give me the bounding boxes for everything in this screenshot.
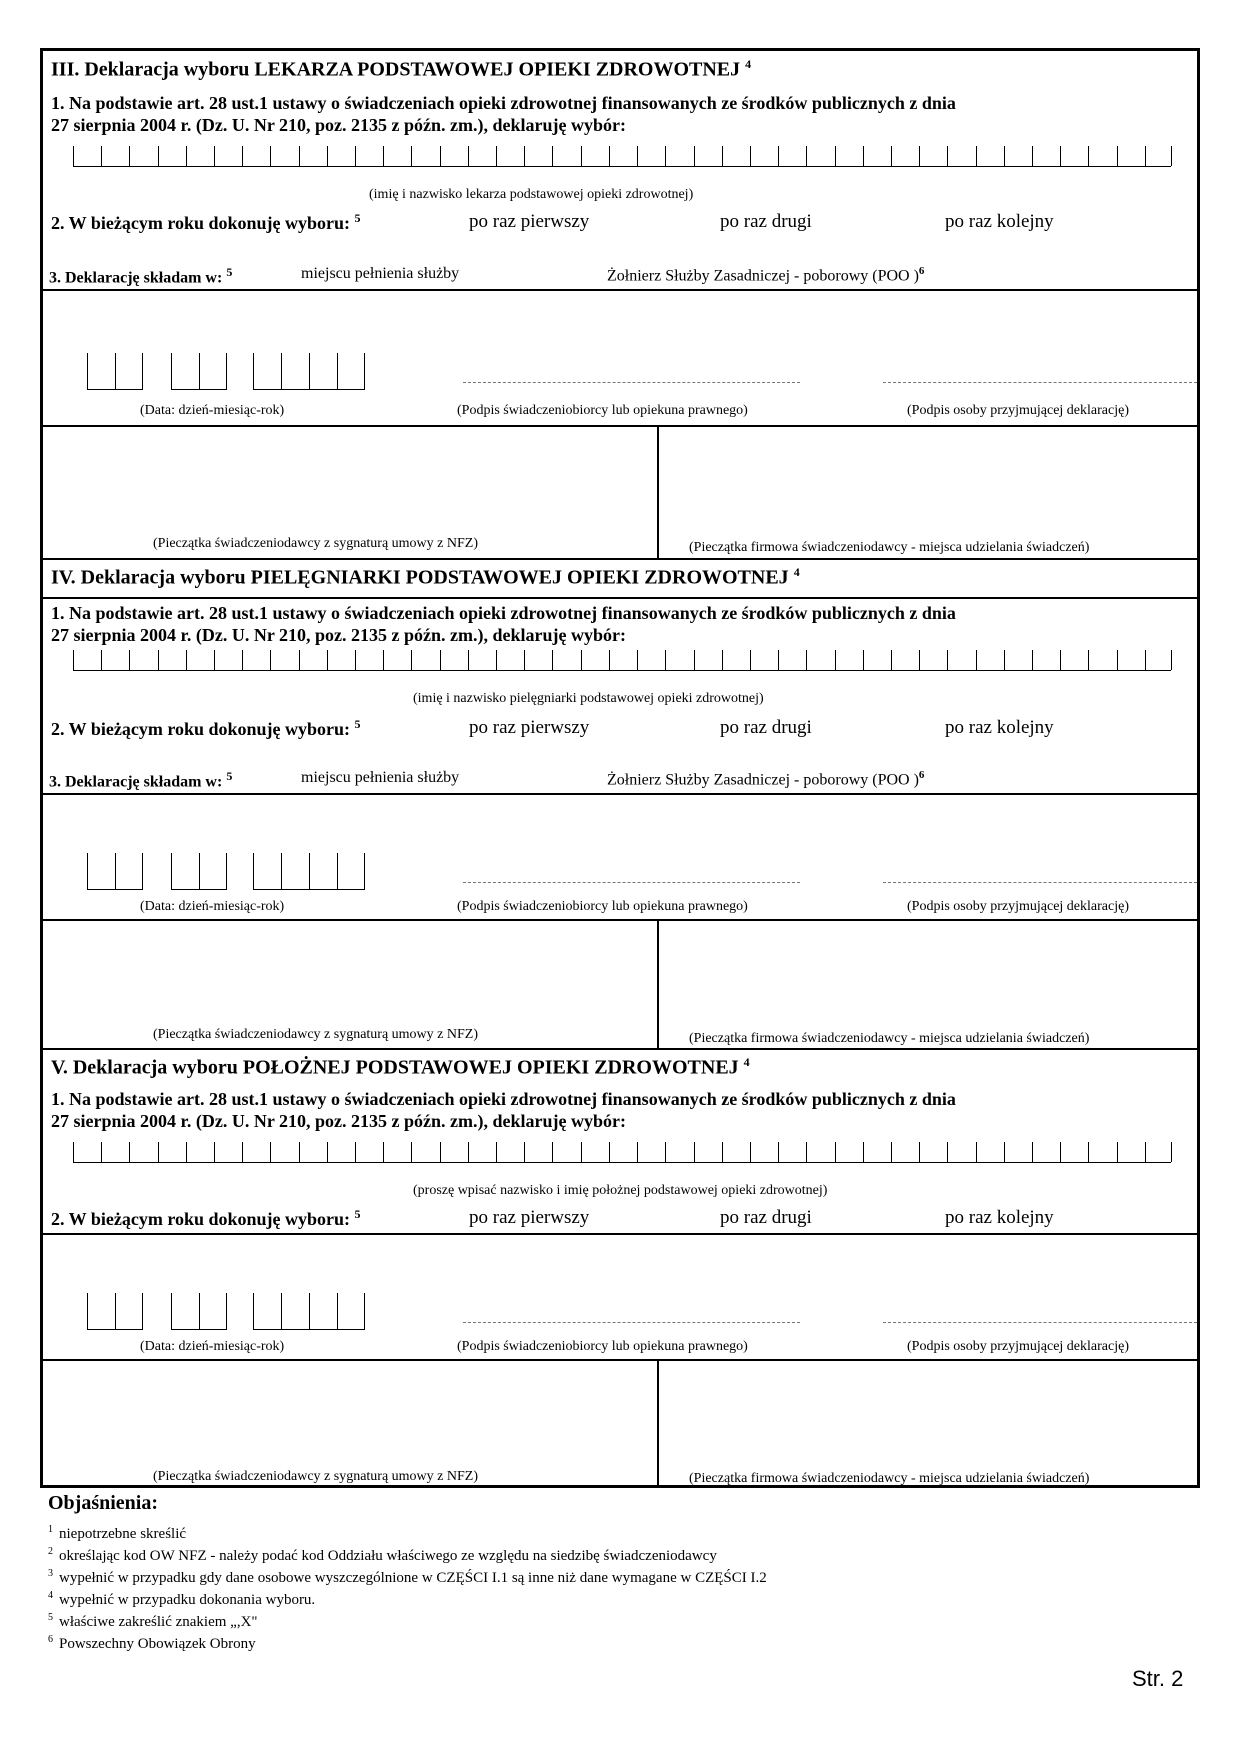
section-v-acceptor-signature-line[interactable] — [883, 1322, 1197, 1323]
section-iii-acceptor-caption: (Podpis osoby przyjmującej deklarację) — [907, 403, 1129, 418]
cell-divider — [891, 146, 892, 166]
cell-divider — [1032, 650, 1033, 670]
cell-divider — [919, 146, 920, 166]
cell-divider — [637, 650, 638, 670]
cell-divider — [242, 1142, 243, 1162]
section-v-signature-caption: (Podpis świadczeniobiorcy lub opiekuna prawnego) — [457, 1339, 748, 1354]
cell-divider — [637, 1142, 638, 1162]
section-v-q2-label: 2. W bieżącym roku dokonuję wyboru: $^5$ — [51, 1207, 361, 1229]
footnote-4: $^4$ wypełnić w przypadku dokonania wyboru. — [48, 1590, 316, 1608]
section-iii-name-input[interactable] — [73, 147, 1171, 167]
stamp-divider — [657, 425, 659, 558]
cell-divider — [806, 1142, 807, 1162]
cell-divider — [299, 146, 300, 166]
cell-divider — [440, 146, 441, 166]
cell-divider — [778, 650, 779, 670]
section-v-name-caption: (proszę wpisać nazwisko i imię położnej podstawowej opieki zdrowotnej) — [413, 1183, 828, 1198]
cell-divider — [1171, 146, 1172, 166]
digit-divider — [364, 353, 365, 389]
cell-divider — [158, 1142, 159, 1162]
cell-divider — [101, 650, 102, 670]
cell-divider — [919, 1142, 920, 1162]
digit-divider — [309, 853, 310, 889]
cell-divider — [355, 650, 356, 670]
section-v-option-first[interactable]: po raz pierwszy — [469, 1207, 590, 1228]
cell-divider — [186, 146, 187, 166]
cell-divider — [101, 146, 102, 166]
cell-divider — [919, 650, 920, 670]
cell-divider — [976, 146, 977, 166]
section-iii-option-conscript[interactable]: Żołnierz Służby Zasadniczej - poborowy (POO )$^6$ — [607, 265, 925, 285]
section-iii-date-day[interactable] — [87, 354, 143, 390]
section-v-date-year[interactable] — [253, 1294, 365, 1330]
cell-divider — [552, 146, 553, 166]
cell-divider — [1004, 146, 1005, 166]
cell-divider — [581, 1142, 582, 1162]
cell-divider — [383, 650, 384, 670]
section-iv-option-second[interactable]: po raz drugi — [720, 717, 812, 738]
section-iv-option-first[interactable]: po raz pierwszy — [469, 717, 590, 738]
section-iv-option-conscript[interactable]: Żołnierz Służby Zasadniczej - poborowy (POO )$^6$ — [607, 769, 925, 789]
cell-divider — [355, 1142, 356, 1162]
cell-divider — [73, 1142, 74, 1162]
digit-divider — [226, 1293, 227, 1329]
digit-divider — [171, 1293, 172, 1329]
declaration-form — [40, 48, 1200, 1488]
cell-divider — [186, 650, 187, 670]
footnote-1: $^1$ niepotrzebne skreślić — [48, 1524, 187, 1542]
cell-divider — [158, 146, 159, 166]
cell-divider — [609, 1142, 610, 1162]
section-v-title: V. Deklaracja wyboru POŁOŻNEJ PODSTAWOWEJ OPIEKI ZDROWOTNEJ $^4$ — [51, 1055, 750, 1079]
digit-divider — [253, 1293, 254, 1329]
section-iii-stamp1-caption: (Pieczątka świadczeniodawcy z sygnaturą umowy z NFZ) — [153, 536, 478, 551]
digit-divider — [199, 1293, 200, 1329]
cell-divider — [1004, 1142, 1005, 1162]
section-iii-date-month[interactable] — [171, 354, 227, 390]
section-iii-q1-line2: 27 sierpnia 2004 r. (Dz. U. Nr 210, poz. 2135 z późn. zm.), deklaruję wybór: — [51, 115, 626, 135]
digit-divider — [364, 853, 365, 889]
cell-divider — [496, 650, 497, 670]
section-iii-signature-caption: (Podpis świadczeniobiorcy lub opiekuna prawnego) — [457, 403, 748, 418]
cell-divider — [524, 146, 525, 166]
cell-divider — [750, 650, 751, 670]
cell-divider — [1145, 146, 1146, 166]
page-number: Str. 2 — [1132, 1666, 1184, 1691]
section-iv-q1-line2: 27 sierpnia 2004 r. (Dz. U. Nr 210, poz. 2135 z późn. zm.), deklaruję wybór: — [51, 625, 626, 645]
section-v-option-next[interactable]: po raz kolejny — [945, 1207, 1054, 1228]
cell-divider — [411, 146, 412, 166]
section-iv-stamp2-caption: (Pieczątka firmowa świadczeniodawcy - miejsca udzielania świadczeń) — [689, 1031, 1090, 1046]
cell-divider — [242, 146, 243, 166]
cell-divider — [835, 1142, 836, 1162]
cell-divider — [214, 146, 215, 166]
cell-divider — [355, 146, 356, 166]
cell-divider — [299, 1142, 300, 1162]
cell-divider — [581, 650, 582, 670]
divider — [43, 1048, 1197, 1050]
digit-divider — [253, 853, 254, 889]
cell-divider — [835, 146, 836, 166]
section-v-date-month[interactable] — [171, 1294, 227, 1330]
digit-divider — [199, 353, 200, 389]
cell-divider — [1088, 650, 1089, 670]
cell-divider — [750, 146, 751, 166]
cell-divider — [524, 650, 525, 670]
digit-divider — [226, 353, 227, 389]
cell-divider — [383, 146, 384, 166]
section-iii-option-first[interactable]: po raz pierwszy — [469, 211, 590, 232]
cell-divider — [976, 1142, 977, 1162]
cell-divider — [129, 146, 130, 166]
section-v-q1-line1: 1. Na podstawie art. 28 ust.1 ustawy o świadczeniach opieki zdrowotnej finansowanych ze środków publicznych z dnia — [51, 1089, 956, 1109]
section-iv-name-caption: (imię i nazwisko pielęgniarki podstawowej opieki zdrowotnej) — [413, 691, 764, 706]
cell-divider — [1004, 650, 1005, 670]
divider — [43, 1359, 1197, 1361]
section-iv-acceptor-signature-line[interactable] — [883, 882, 1197, 883]
cell-divider — [637, 146, 638, 166]
cell-divider — [73, 146, 74, 166]
digit-divider — [309, 353, 310, 389]
cell-divider — [552, 650, 553, 670]
cell-divider — [863, 1142, 864, 1162]
cell-divider — [665, 1142, 666, 1162]
section-iii-option-second[interactable]: po raz drugi — [720, 211, 812, 232]
cell-divider — [750, 1142, 751, 1162]
cell-divider — [778, 1142, 779, 1162]
section-iii-q1-line1: 1. Na podstawie art. 28 ust.1 ustawy o świadczeniach opieki zdrowotnej finansowanych ze środków publicznych z dnia — [51, 93, 956, 113]
cell-divider — [327, 146, 328, 166]
section-iv-option-service-place[interactable]: miejscu pełnienia służby — [301, 769, 460, 786]
cell-divider — [1145, 650, 1146, 670]
cell-divider — [468, 1142, 469, 1162]
notes-section — [48, 1492, 767, 1651]
digit-divider — [87, 1293, 88, 1329]
cell-divider — [270, 650, 271, 670]
section-v-option-second[interactable]: po raz drugi — [720, 1207, 812, 1228]
cell-divider — [722, 1142, 723, 1162]
section-v-acceptor-caption: (Podpis osoby przyjmującej deklarację) — [907, 1339, 1129, 1354]
cell-divider — [214, 650, 215, 670]
cell-divider — [270, 1142, 271, 1162]
section-iv-q3-label: 3. Deklarację składam w: $^5$ — [49, 769, 233, 791]
digit-divider — [142, 353, 143, 389]
section-iv-q2-label: 2. W bieżącym roku dokonuję wyboru: $^5$ — [51, 717, 361, 739]
section-v-date-caption: (Data: dzień-miesiąc-rok) — [140, 1339, 285, 1354]
cell-divider — [694, 650, 695, 670]
cell-divider — [947, 146, 948, 166]
footnote-3: $^3$ wypełnić w przypadku gdy dane osobowe wyszczególnione w CZĘŚCI I.1 są inne niż dane wymagane w CZĘŚCI I.2 — [48, 1568, 767, 1586]
digit-divider — [337, 353, 338, 389]
section-v-signature-line[interactable] — [463, 1322, 800, 1323]
cell-divider — [665, 146, 666, 166]
cell-divider — [440, 1142, 441, 1162]
cell-divider — [947, 650, 948, 670]
cell-divider — [1088, 1142, 1089, 1162]
cell-divider — [609, 650, 610, 670]
section-iv-signature-line[interactable] — [463, 882, 800, 883]
cell-divider — [976, 650, 977, 670]
digit-divider — [171, 353, 172, 389]
cell-divider — [1117, 650, 1118, 670]
digit-divider — [281, 353, 282, 389]
cell-divider — [722, 146, 723, 166]
cell-divider — [552, 1142, 553, 1162]
cell-divider — [299, 650, 300, 670]
digit-divider — [309, 1293, 310, 1329]
digit-divider — [281, 853, 282, 889]
cell-divider — [806, 650, 807, 670]
cell-divider — [411, 650, 412, 670]
section-iv-date-year[interactable] — [253, 854, 365, 890]
section-iii-title: III. Deklaracja wyboru LEKARZA PODSTAWOWEJ OPIEKI ZDROWOTNEJ $^4$ — [51, 57, 752, 81]
cell-divider — [1117, 1142, 1118, 1162]
cell-divider — [101, 1142, 102, 1162]
cell-divider — [1060, 650, 1061, 670]
divider — [43, 425, 1197, 427]
section-iv-date-day[interactable] — [87, 854, 143, 890]
footnote-2: $^2$ określając kod OW NFZ - należy podać kod Oddziału właściwego ze względu na siedzibę świadczeniodawcy — [48, 1546, 717, 1564]
footnote-5: $^5$ właściwe zakreślić znakiem „,X" — [48, 1612, 258, 1630]
section-iv-date-caption: (Data: dzień-miesiąc-rok) — [140, 899, 285, 914]
section-iv-stamp1-caption: (Pieczątka świadczeniodawcy z sygnaturą umowy z NFZ) — [153, 1027, 478, 1042]
section-iv-option-next[interactable]: po raz kolejny — [945, 717, 1054, 738]
cell-divider — [947, 1142, 948, 1162]
cell-divider — [73, 650, 74, 670]
section-iii-date-year[interactable] — [253, 354, 365, 390]
cell-divider — [468, 650, 469, 670]
section-iv-signature-caption: (Podpis świadczeniobiorcy lub opiekuna prawnego) — [457, 899, 748, 914]
digit-divider — [115, 1293, 116, 1329]
cell-divider — [694, 1142, 695, 1162]
cell-divider — [327, 1142, 328, 1162]
digit-divider — [364, 1293, 365, 1329]
cell-divider — [609, 146, 610, 166]
section-iii-acceptor-signature-line[interactable] — [883, 382, 1197, 383]
cell-divider — [1032, 146, 1033, 166]
cell-divider — [891, 650, 892, 670]
cell-divider — [1060, 146, 1061, 166]
section-iii-option-service-place[interactable]: miejscu pełnienia służby — [301, 265, 460, 282]
digit-divider — [226, 853, 227, 889]
cell-divider — [722, 650, 723, 670]
notes-title: Objaśnienia: — [48, 1492, 159, 1514]
cell-divider — [214, 1142, 215, 1162]
section-v-stamp2-caption: (Pieczątka firmowa świadczeniodawcy - miejsca udzielania świadczeń) — [689, 1471, 1090, 1486]
cell-divider — [186, 1142, 187, 1162]
digit-divider — [115, 853, 116, 889]
section-iii-q3-label: 3. Deklarację składam w: $^5$ — [49, 265, 233, 287]
section-iv-date-month[interactable] — [171, 854, 227, 890]
section-iv-q1-line1: 1. Na podstawie art. 28 ust.1 ustawy o świadczeniach opieki zdrowotnej finansowanych ze środków publicznych z dnia — [51, 603, 956, 623]
digit-divider — [115, 353, 116, 389]
cell-divider — [411, 1142, 412, 1162]
divider — [43, 793, 1197, 795]
cell-divider — [242, 650, 243, 670]
cell-divider — [1088, 146, 1089, 166]
divider — [43, 597, 1197, 599]
section-iv-title: IV. Deklaracja wyboru PIELĘGNIARKI PODSTAWOWEJ OPIEKI ZDROWOTNEJ $^4$ — [51, 565, 800, 589]
cell-divider — [524, 1142, 525, 1162]
cell-divider — [158, 650, 159, 670]
digit-divider — [281, 1293, 282, 1329]
digit-divider — [199, 853, 200, 889]
section-iii-signature-line[interactable] — [463, 382, 800, 383]
section-v-date-day[interactable] — [87, 1294, 143, 1330]
cell-divider — [891, 1142, 892, 1162]
section-iii-stamp2-caption: (Pieczątka firmowa świadczeniodawcy - miejsca udzielania świadczeń) — [689, 540, 1090, 555]
cell-divider — [1117, 146, 1118, 166]
section-v-stamp1-caption: (Pieczątka świadczeniodawcy z sygnaturą umowy z NFZ) — [153, 1469, 478, 1484]
digit-divider — [337, 1293, 338, 1329]
cell-divider — [1145, 1142, 1146, 1162]
cell-divider — [496, 146, 497, 166]
cell-divider — [1171, 650, 1172, 670]
cell-divider — [806, 146, 807, 166]
cell-divider — [327, 650, 328, 670]
digit-divider — [142, 1293, 143, 1329]
cell-divider — [863, 650, 864, 670]
cell-divider — [581, 146, 582, 166]
digit-divider — [87, 853, 88, 889]
section-v-q1-line2: 27 sierpnia 2004 r. (Dz. U. Nr 210, poz. 2135 z późn. zm.), deklaruję wybór: — [51, 1111, 626, 1131]
cell-divider — [835, 650, 836, 670]
cell-divider — [496, 1142, 497, 1162]
cell-divider — [468, 146, 469, 166]
cell-divider — [1171, 1142, 1172, 1162]
cell-divider — [863, 146, 864, 166]
divider — [43, 558, 1197, 560]
divider — [43, 919, 1197, 921]
cell-divider — [440, 650, 441, 670]
section-iii-q2-label: 2. W bieżącym roku dokonuję wyboru: $^5$ — [51, 211, 361, 233]
cell-divider — [1032, 1142, 1033, 1162]
digit-divider — [142, 853, 143, 889]
section-iv-name-input[interactable] — [73, 651, 1171, 671]
cell-divider — [383, 1142, 384, 1162]
section-v-name-input[interactable] — [73, 1143, 1171, 1163]
section-iii-date-caption: (Data: dzień-miesiąc-rok) — [140, 403, 285, 418]
cell-divider — [129, 1142, 130, 1162]
digit-divider — [253, 353, 254, 389]
digit-divider — [337, 853, 338, 889]
section-iv-acceptor-caption: (Podpis osoby przyjmującej deklarację) — [907, 899, 1129, 914]
section-iii-option-next[interactable]: po raz kolejny — [945, 211, 1054, 232]
divider — [43, 289, 1197, 291]
cell-divider — [665, 650, 666, 670]
footnote-6: $^6$ Powszechny Obowiązek Obrony — [48, 1634, 256, 1652]
stamp-divider — [657, 1359, 659, 1488]
cell-divider — [694, 146, 695, 166]
cell-divider — [129, 650, 130, 670]
cell-divider — [1060, 1142, 1061, 1162]
stamp-divider — [657, 919, 659, 1048]
digit-divider — [171, 853, 172, 889]
section-iii-name-caption: (imię i nazwisko lekarza podstawowej opieki zdrowotnej) — [369, 187, 694, 202]
digit-divider — [87, 353, 88, 389]
cell-divider — [778, 146, 779, 166]
divider — [43, 1233, 1197, 1235]
cell-divider — [270, 146, 271, 166]
